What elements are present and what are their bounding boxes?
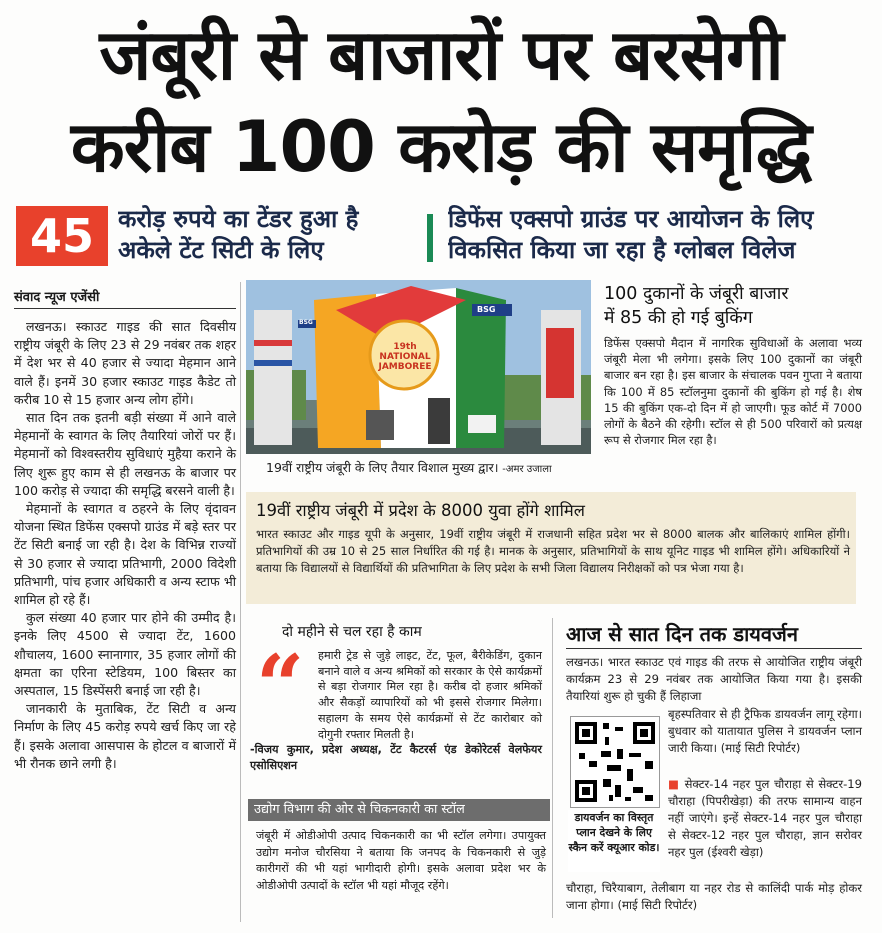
highlight-line-2: अकेले टेंट सिटी के लिए [118, 236, 324, 264]
byline: संवाद न्यूज एजेंसी [14, 290, 100, 305]
market-body: डिफेंस एक्सपो मैदान में नागरिक सुविधाओं के अलावा भव्य जंबूरी मेला भी लगेगा। इसके लिए 100 दुकानों का जंबूरी बाजार बन रहा है। इस बाजार के संचालक पवन गुप्ता ने बताया कि 100 में 85 स्टॉलनुमा दुकानों की बुकिंग हो गई है। शेष 15 की बुकिंग एक-दो दिन में हो जाएगी। फूड कोर्ट में 7000 लोगों के बैठने की रहेगी। स्टॉल से ही 500 परिवारों को प्रत्यक्ष रूप से रोजगार मिल रहा है। [604, 336, 862, 448]
left-para: मेहमानों के स्वागत व ठहरने के लिए वृंदावन योजना स्थित डिफेंस एक्सपो ग्राउंड में बड़े स्तर पर टेंट सिटी बनाई जा रही है। देश के विभिन्न राज्यों से 30 हजार से ज्यादा प्रतिभागी, 2000 विदेशी प्रतिभागी, पांच हजार अधिकारी व अन्य स्टाफ भी शामिल हो रहे हैं। [14, 501, 236, 608]
green-divider-bar [427, 214, 433, 262]
byline-rule [14, 308, 236, 309]
quote-body [250, 648, 542, 774]
photo-credit: -अमर उजाला [502, 464, 552, 475]
column-divider [552, 618, 553, 918]
left-column [14, 318, 236, 773]
highlight2-subhead [448, 204, 878, 266]
headline-line-1: जंबूरी से बाजारों पर बरसेगी [99, 14, 783, 96]
gate-emblem-text: 19th NATIONAL JAMBOREE [378, 342, 432, 372]
photo-caption: 19वीं राष्ट्रीय जंबूरी के लिए तैयार विशाल मुख्य द्वार। [266, 460, 499, 475]
diversion-bullet [668, 776, 862, 861]
market-title-line-1: 100 दुकानों के जंबूरी बाजार [604, 284, 789, 304]
diversion-bullet-end: चौराहा, चिरैयाबाग, तेलीबाग या नहर रोड से कालिंदी पार्क मोड़ होकर जाना होगा। (माई सिटी रिपोर्टर) [566, 881, 862, 912]
headline-line-2: करीब 100 करोड़ की समृद्धि [70, 106, 812, 188]
highlight-line-1: करोड़ रुपये का टेंडर हुआ है [118, 205, 359, 233]
gate-photo [246, 280, 591, 454]
market-title [604, 282, 874, 330]
youth-body: भारत स्काउट और गाइड यूपी के अनुसार, 19वीं राष्ट्रीय जंबूरी में राजधानी सहित प्रदेश भर से 8000 बालक और बालिकाएं शामिल होंगी। प्रतिभागियों की उम्र 10 से 25 साल निर्धारित की गई है। मानक के अनुसार, प्रतिभागियों के साथ यूनिट गाइड भी शामिल होंगे। अधिकारियों ने बताया कि विद्यालयों से विद्यार्थियों की प्रतिभागिता के लिए प्रदेश के सभी जिला विद्यालय निरीक्षकों को पत्र भेजा गया है। [256, 527, 850, 575]
qr-caption: डायवर्जन का विस्तृत प्लान देखने के लिए स्कैन करें क्यूआर कोड। [568, 810, 660, 872]
gate-sign-right: BSG [477, 305, 496, 314]
quote-title: दो महीने से चल रहा है काम [282, 624, 422, 640]
diversion-intro: लखनऊ। भारत स्काउट एवं गाइड की तरफ से आयोजित राष्ट्रीय जंबूरी कार्यक्रम 23 से 29 नवंबर तक आयोजित किया गया है। इसकी तैयारियां शुरू हो चुकी हैं लिहाजा [566, 655, 862, 703]
diversion-title: आज से सात दिन तक डायवर्जन [566, 622, 798, 646]
youth-box [246, 492, 856, 604]
quote-text: हमारी ट्रेड से जुड़े लाइट, टेंट, फूल, बैरीकेडिंग, दुकान बनाने वाले व अन्य श्रमिकों को सरकार के ऐसे कार्यक्रमों से बड़ा रोजगार मिल रहा है। करीब दो हजार श्रमिकों और सैकड़ों व्यापारियों को भी इससे रोजगार मिलेगा। सहालग के समय ऐसे कार्यक्रमों से टेंट कारोबार को दोगुनी रफ्तार मिलती है। [318, 649, 542, 741]
quote-attribution: -विजय कुमार, प्रदेश अध्यक्ष, टेंट कैटरर्स एंड डेकोरेटर्स वेलफेयर एसोसिएशन [250, 743, 542, 772]
highlight-number-badge: 45 [16, 206, 108, 266]
chikan-body: जंबूरी में ओडीओपी उत्पाद चिकनकारी का भी स्टॉल लगेगा। उपायुक्त उद्योग मनोज चौरसिया ने बताया कि जनपद के चिकनकारी से जुड़े कारीगरों की भी यहां भागीदारी होगी। इसके अलावा प्रदेश भर के ओडीओपी उत्पादों के स्टॉल भी यहां मौजूद रहेंगे। [256, 829, 546, 892]
highlight2-line-2: विकसित किया जा रहा है ग्लोबल विलेज [448, 236, 796, 264]
left-para: जानकारी के मुताबिक, टेंट सिटी व अन्य निर्माण के लिए 45 करोड़ रुपये खर्च किए जा रहे हैं। इसके अलावा आसपास के होटल व बाजारों में भी रौनक छाने लगी है। [14, 701, 236, 771]
column-divider [240, 282, 241, 922]
left-para: सात दिन तक इतनी बड़ी संख्या में आने वाले मेहमानों के स्वागत के लिए तैयारियां जोरों पर हैं। मेहमानों को विश्वस्तरीय सुविधाएं मुहैया कराने के लिए शुरू हुए काम से ही लखनऊ के बाजार पर 100 करोड़ से ज्यादा की समृद्धि बरसने वाली है। [14, 410, 236, 498]
photo-caption-row [266, 459, 552, 476]
qr-code-image [570, 716, 660, 808]
diversion-bullet-text: सेक्टर-14 नहर पुल चौराहा से सेक्टर-19 चौराहा (पिपरीखेड़ा) की तरफ सामान्य वाहन नहीं जाएंगे। इन्हें सेक्टर-14 नहर पुल चौराहा से सेक्टर-12 नहर पुल चौराहा, ज्ञान सरोवर नहर पुल (ईश्वरी खेड़ा) [668, 777, 863, 859]
chikan-title: उद्योग विभाग की ओर से चिकनकारी का स्टॉल [248, 799, 550, 821]
gate-sign-left: BSG [299, 319, 313, 326]
bullet-icon: ■ [668, 777, 685, 791]
diversion-rule [566, 648, 862, 649]
highlight2-line-1: डिफेंस एक्सपो ग्राउंड पर आयोजन के लिए [448, 205, 814, 233]
quote-mark-icon: “ [256, 636, 305, 735]
highlight-subhead [118, 204, 413, 266]
left-para: कुल संख्या 40 हजार पार होने की उम्मीद है। इनके लिए 4500 से ज्यादा टेंट, 1600 शौचालय, 1600 स्नानागार, 35 हजार लोगों की क्षमता का एरिना स्टेडियम, 100 बिस्तर का अस्पताल, 15 डिस्पेंसरी बनाई जा रही है। [14, 610, 236, 699]
youth-title: 19वीं राष्ट्रीय जंबूरी में प्रदेश के 8000 युवा होंगे शामिल [256, 501, 585, 520]
left-para: लखनऊ। स्काउट गाइड की सात दिवसीय राष्ट्रीय जंबूरी के लिए 23 से 29 नवंबर तक शहर में देश भर से 40 हजार से ज्यादा मेहमान आने वाले हैं। इनमें 30 हजार स्काउट गाइड कैडेट तो करीब 10 से 15 हजार अन्य लोग होंगे। [14, 319, 236, 407]
diversion-body: बृहस्पतिवार से ही ट्रैफिक डायवर्जन लागू रहेगा। बुधवार को यातायात पुलिस ने डायवर्जन प्लान जारी किया। (माई सिटी रिपोर्टर) [668, 707, 862, 755]
market-title-line-2: में 85 की हो गई बुकिंग [604, 308, 753, 328]
qr-code-icon [571, 717, 659, 807]
